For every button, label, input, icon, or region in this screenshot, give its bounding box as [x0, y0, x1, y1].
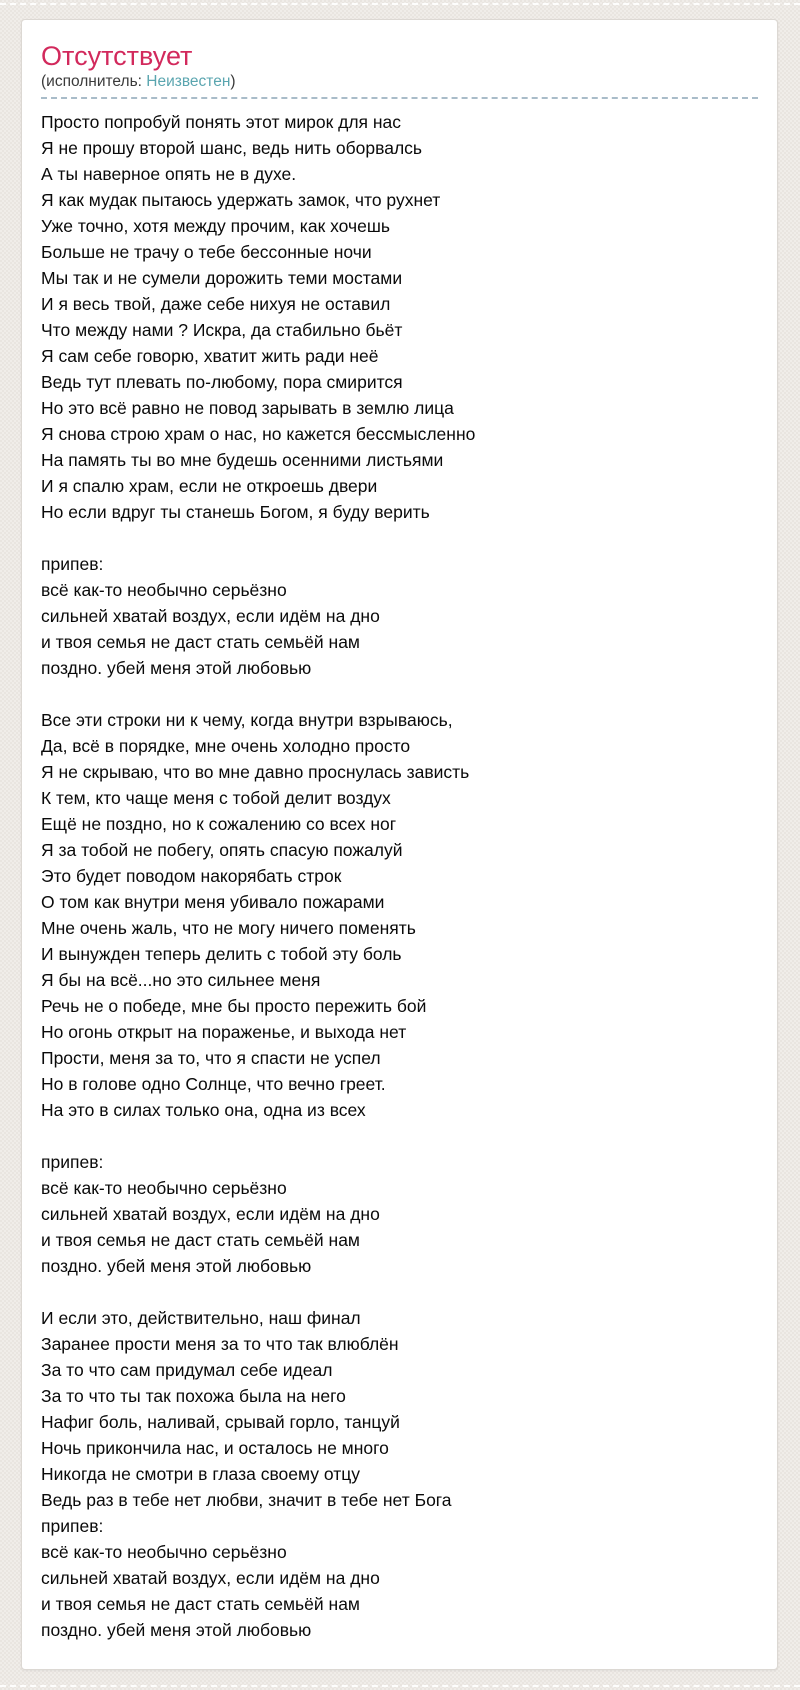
lyric-line: Но если вдруг ты станешь Богом, я буду верить [41, 502, 430, 522]
lyric-line: Я не скрываю, что во мне давно проснулась зависть [41, 762, 470, 782]
lyric-line: И вынужден теперь делить с тобой эту боль [41, 944, 402, 964]
lyric-line: Заранее прости меня за то что так влюблён [41, 1334, 399, 1354]
lyric-line [41, 1279, 758, 1305]
lyric-line: всё как-то необычно серьёзно [41, 580, 287, 600]
lyric-line: сильней хватай воздух, если идём на дно [41, 1568, 380, 1588]
artist-link[interactable]: Неизвестен [146, 73, 231, 90]
lyric-line: Я не прошу второй шанс, ведь нить оборвалсь [41, 138, 423, 158]
lyric-line: За то что сам придумал себе идеал [41, 1360, 333, 1380]
lyric-line [41, 1123, 758, 1149]
lyric-line: Это будет поводом накорябать строк [41, 866, 342, 886]
lyric-line: Все эти строки ни к чему, когда внутри взрываюсь, [41, 710, 453, 730]
lyric-line: поздно. убей меня этой любовью [41, 658, 312, 678]
lyric-line: Прости, меня за то, что я спасти не успел [41, 1048, 381, 1068]
lyric-line: Мы так и не сумели дорожить теми мостами [41, 268, 403, 288]
lyric-line: всё как-то необычно серьёзно [41, 1178, 287, 1198]
lyric-line: сильней хватай воздух, если идём на дно [41, 606, 380, 626]
lyrics [41, 109, 758, 1643]
lyric-line: сильней хватай воздух, если идём на дно [41, 1204, 380, 1224]
artist-label-suffix: ) [230, 73, 236, 90]
lyric-line: припев: [41, 554, 104, 574]
song-header [41, 40, 758, 99]
lyric-line: На память ты во мне будешь осенними листьями [41, 450, 444, 470]
lyric-line: припев: [41, 1152, 104, 1172]
lyric-line: поздно. убей меня этой любовью [41, 1620, 312, 1640]
lyric-line: Но в голове одно Солнце, что вечно греет. [41, 1074, 386, 1094]
lyric-line: Уже точно, хотя между прочим, как хочешь [41, 216, 391, 236]
lyric-line: и твоя семья не даст стать семьёй нам [41, 632, 360, 652]
lyric-line: Мне очень жаль, что не могу ничего поменять [41, 918, 416, 938]
lyric-line: Ночь прикончила нас, и осталось не много [41, 1438, 389, 1458]
texture-seam-bottom [0, 1685, 800, 1687]
lyric-line: и твоя семья не даст стать семьёй нам [41, 1230, 360, 1250]
lyric-line: На это в силах только она, одна из всех [41, 1100, 366, 1120]
lyric-line: Ещё не поздно, но к сожалению со всех ног [41, 814, 397, 834]
lyric-line: Я сам себе говорю, хватит жить ради неё [41, 346, 379, 366]
lyric-line: Но огонь открыт на пораженье, и выхода нет [41, 1022, 407, 1042]
lyric-line: Просто попробуй понять этот мирок для нас [41, 112, 402, 132]
lyric-line: И я спалю храм, если не откроешь двери [41, 476, 378, 496]
lyric-line: всё как-то необычно серьёзно [41, 1542, 287, 1562]
lyric-line: А ты наверное опять не в духе. [41, 164, 297, 184]
lyric-line: Я за тобой не побегу, опять спасую пожалуй [41, 840, 403, 860]
song-title: Отсутствует [41, 41, 193, 71]
lyrics-card [21, 19, 778, 1670]
lyric-line: Но это всё равно не повод зарывать в землю лица [41, 398, 454, 418]
lyric-line: Никогда не смотри в глаза своему отцу [41, 1464, 360, 1484]
lyric-line: Да, всё в порядке, мне очень холодно просто [41, 736, 411, 756]
lyric-line: И если это, действительно, наш финал [41, 1308, 361, 1328]
lyric-line [41, 525, 758, 551]
lyric-line: Ведь тут плевать по-любому, пора смирится [41, 372, 403, 392]
lyric-line: И я весь твой, даже себе нихуя не оставил [41, 294, 391, 314]
artist-label-prefix: (исполнитель: [41, 73, 147, 90]
lyric-line: припев: [41, 1516, 104, 1536]
lyric-line: Я снова строю храм о нас, но кажется бессмысленно [41, 424, 476, 444]
lyric-line: Я как мудак пытаюсь удержать замок, что рухнет [41, 190, 441, 210]
lyric-line [41, 681, 758, 707]
lyric-line: Нафиг боль, наливай, срывай горло, танцуй [41, 1412, 400, 1432]
lyric-line: О том как внутри меня убивало пожарами [41, 892, 385, 912]
lyric-line: За то что ты так похожа была на него [41, 1386, 346, 1406]
lyric-line: Что между нами ? Искра, да стабильно бьёт [41, 320, 403, 340]
texture-seam-top [0, 3, 800, 5]
artist-line [41, 72, 758, 92]
lyric-line: Больше не трачу о тебе бессонные ночи [41, 242, 372, 262]
lyric-line: Речь не о победе, мне бы просто пережить бой [41, 996, 427, 1016]
lyric-line: и твоя семья не даст стать семьёй нам [41, 1594, 360, 1614]
lyric-line: Ведь раз в тебе нет любви, значит в тебе нет Бога [41, 1490, 452, 1510]
lyric-line: К тем, кто чаще меня с тобой делит воздух [41, 788, 391, 808]
lyric-line: Я бы на всё...но это сильнее меня [41, 970, 321, 990]
lyric-line: поздно. убей меня этой любовью [41, 1256, 312, 1276]
